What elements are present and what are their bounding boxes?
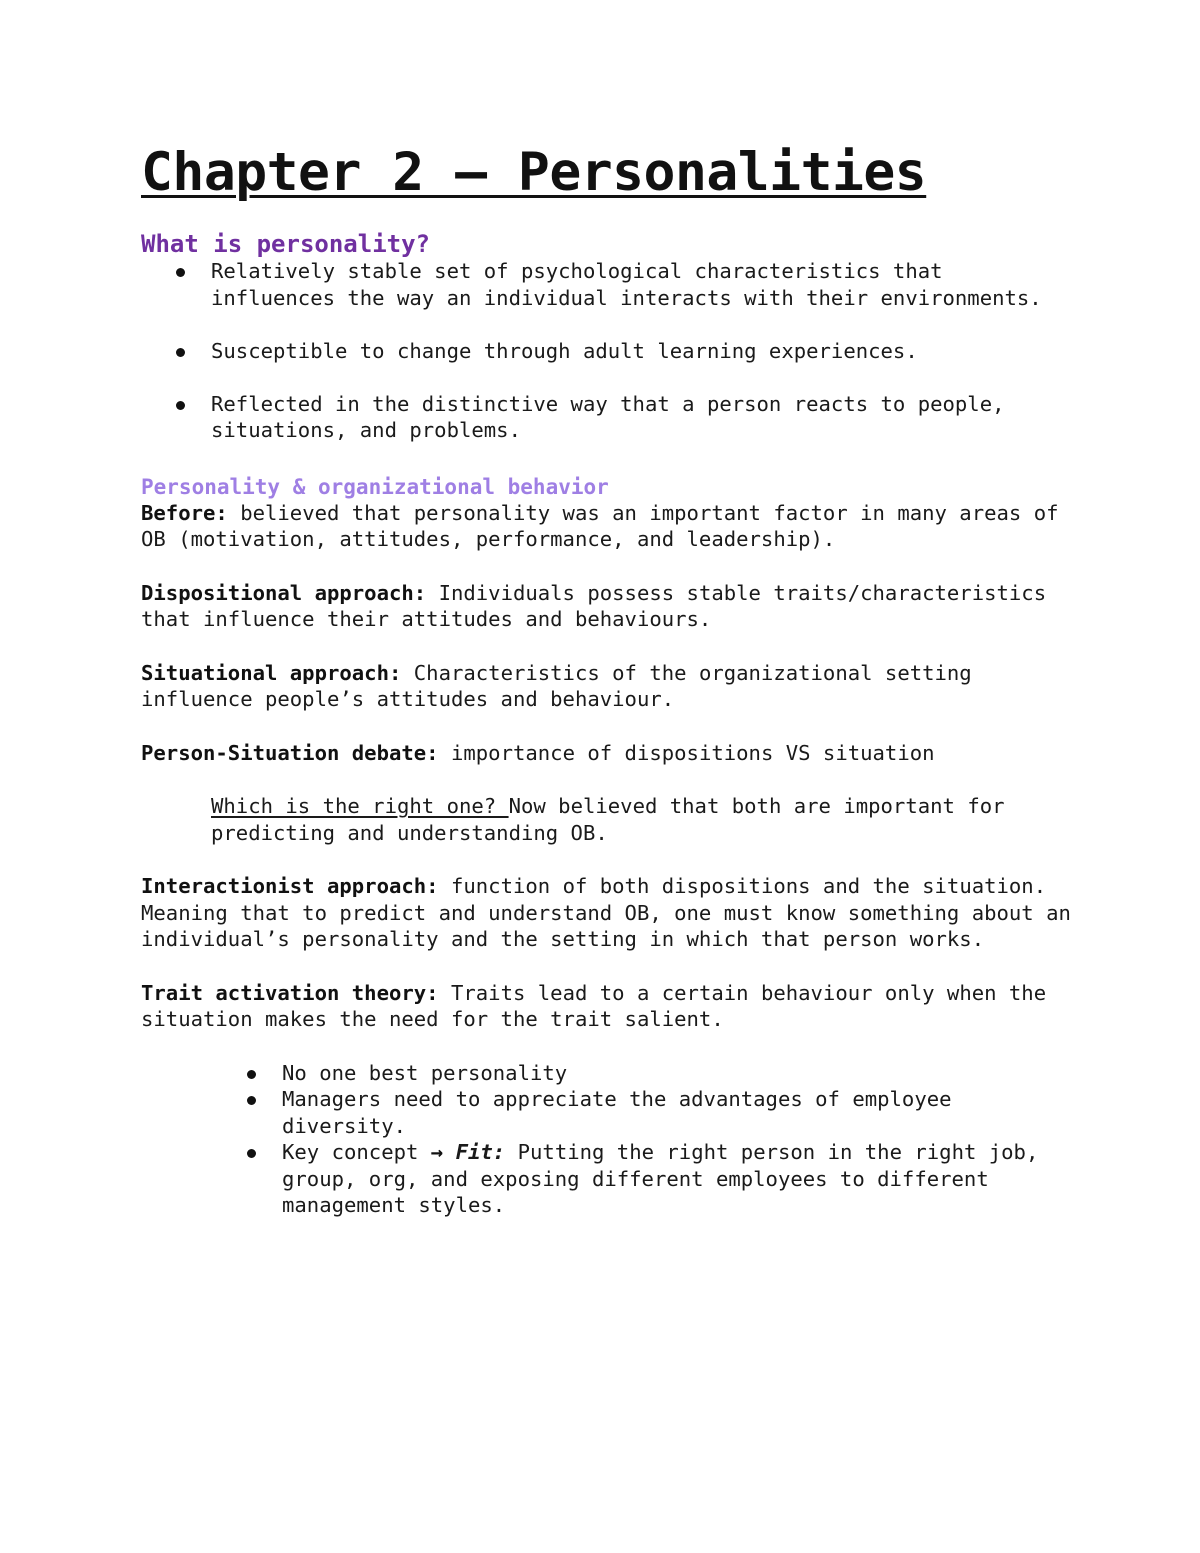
section-heading-personality-ob: Personality & organizational behavior [141,474,609,499]
answer-right-one: Now believed that both are important for predicting and understanding OB. [211,794,1005,845]
paragraph-trait-activation [141,980,1071,1033]
definition-interactionist: function of both dispositions and the situation. Meaning that to predict and understand OB, one must know something about an individual’s personality and the setting in which that person works. [141,874,1071,951]
definition-debate: importance of dispositions VS situation [438,740,935,765]
term-before: Before: [141,500,228,525]
list-item-text: Relatively stable set of psychological characteristics that influences the way an individual interacts with their environments. [211,259,1042,310]
list-spacer [141,365,1071,391]
definition-fit: Putting the right person in the right job, group, org, and exposing different employees to different management styles. [282,1140,1039,1217]
definition-trait-activation: Traits lead to a certain behaviour only when the situation makes the need for the trait salient. [141,980,1047,1031]
definition-before: believed that personality was an important factor in many areas of OB (motivation, attitudes, performance, and leadership). [141,500,1059,551]
list-item [141,1060,1071,1087]
paragraph-situational [141,660,1071,713]
term-situational: Situational approach: [141,660,402,685]
question-right-one: Which is the right one? [211,794,509,818]
trait-activation-bullet-list [141,1060,1071,1219]
personality-bullet-list [141,258,1071,444]
list-spacer [141,311,1071,338]
list-item-text: Susceptible to change through adult learning experiences. [211,339,918,363]
paragraph-dispositional [141,580,1071,633]
list-item [141,338,1071,365]
term-interactionist: Interactionist approach: [141,874,439,898]
arrow-right-icon: → [430,1140,444,1164]
definition-dispositional: Individuals possess stable traits/characteristics that influence their attitudes and behaviours. [141,580,1047,631]
bullet-icon [176,348,185,357]
bullet-icon [247,1070,256,1079]
definition-situational: Characteristics of the organizational setting influence people’s attitudes and behaviour. [141,660,972,711]
paragraph-right-one [141,793,1071,846]
list-item [141,258,1071,311]
key-concept-prefix: Key concept [282,1140,431,1164]
list-item-text: Managers need to appreciate the advantages of employee diversity. [282,1087,952,1138]
bullet-icon [247,1096,256,1105]
term-dispositional: Dispositional approach: [141,580,427,605]
list-item [141,391,1071,444]
document-page [141,140,1071,1219]
term-fit: Fit: [455,1140,506,1164]
paragraph-interactionist [141,873,1071,953]
bullet-icon [176,401,185,410]
term-debate: Person-Situation debate: [141,740,439,765]
list-item-text: Reflected in the distinctive way that a person reacts to people, situations, and problems. [211,391,1005,442]
paragraph-debate [141,740,1071,767]
section-heading-what-is-personality: What is personality? [141,230,430,258]
list-item-text: No one best personality [282,1060,568,1085]
page-title: Chapter 2 – Personalities [141,142,927,203]
paragraph-before [141,500,1071,553]
bullet-icon [247,1149,256,1158]
list-item [141,1086,1071,1139]
bullet-icon [176,268,185,277]
list-item [141,1139,1071,1219]
term-trait-activation: Trait activation theory: [141,980,439,1005]
